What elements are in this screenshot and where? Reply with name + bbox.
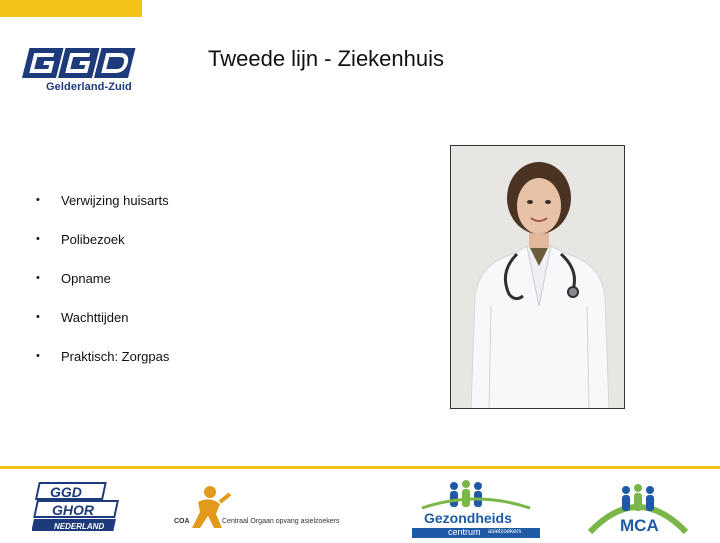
ggd-gelderland-zuid-logo: [22, 46, 144, 96]
bullet-list: [36, 192, 169, 387]
bullet-text: Wachttijden: [61, 310, 129, 325]
coa-abbr: COA: [174, 518, 190, 525]
gezondheidscentrum-line3: asielzoekers: [488, 529, 522, 535]
bullet-item: [36, 348, 169, 387]
mca-name: MCA: [620, 516, 659, 535]
bullet-item: [36, 192, 169, 231]
bullet-text: Praktisch: Zorgpas: [61, 349, 170, 364]
bullet-icon: •: [36, 272, 40, 284]
bullet-text: Verwijzing huisarts: [61, 193, 169, 208]
bullet-text: Opname: [61, 271, 111, 286]
bullet-icon: •: [36, 194, 40, 206]
doctor-photo: [450, 145, 625, 409]
footer-accent-line: [0, 466, 720, 469]
slide-title: Tweede lijn - Ziekenhuis: [208, 46, 445, 71]
top-accent-bar: [0, 0, 142, 17]
coa-name: Centraal Orgaan opvang asielzoekers: [222, 518, 340, 525]
ggd-ghor-line2: GHOR: [52, 502, 94, 518]
bullet-icon: •: [36, 350, 40, 362]
ggd-ghor-nederland-logo: [32, 481, 124, 533]
bullet-icon: •: [36, 233, 40, 245]
bullet-text: Polibezoek: [61, 232, 125, 247]
bullet-icon: •: [36, 311, 40, 323]
gezondheidscentrum-line2: centrum: [448, 527, 481, 537]
mca-logo: [586, 480, 690, 538]
gezondheidscentrum-people-icon: [412, 480, 540, 510]
bullet-item: [36, 270, 169, 309]
ggd-logo-subtitle: Gelderland-Zuid: [46, 81, 132, 93]
ggd-ghor-logo-mark: [32, 481, 124, 533]
ggd-ghor-line3: NEDERLAND: [54, 522, 105, 531]
bullet-item: [36, 309, 169, 348]
ggd-logo-mark: [22, 46, 144, 82]
coa-logo: [170, 484, 365, 532]
ggd-ghor-line1: GGD: [50, 484, 82, 500]
bullet-item: [36, 231, 169, 270]
gezondheidscentrum-asielzoekers-logo: [412, 480, 540, 538]
gezondheidscentrum-line1: Gezondheids: [424, 510, 512, 526]
